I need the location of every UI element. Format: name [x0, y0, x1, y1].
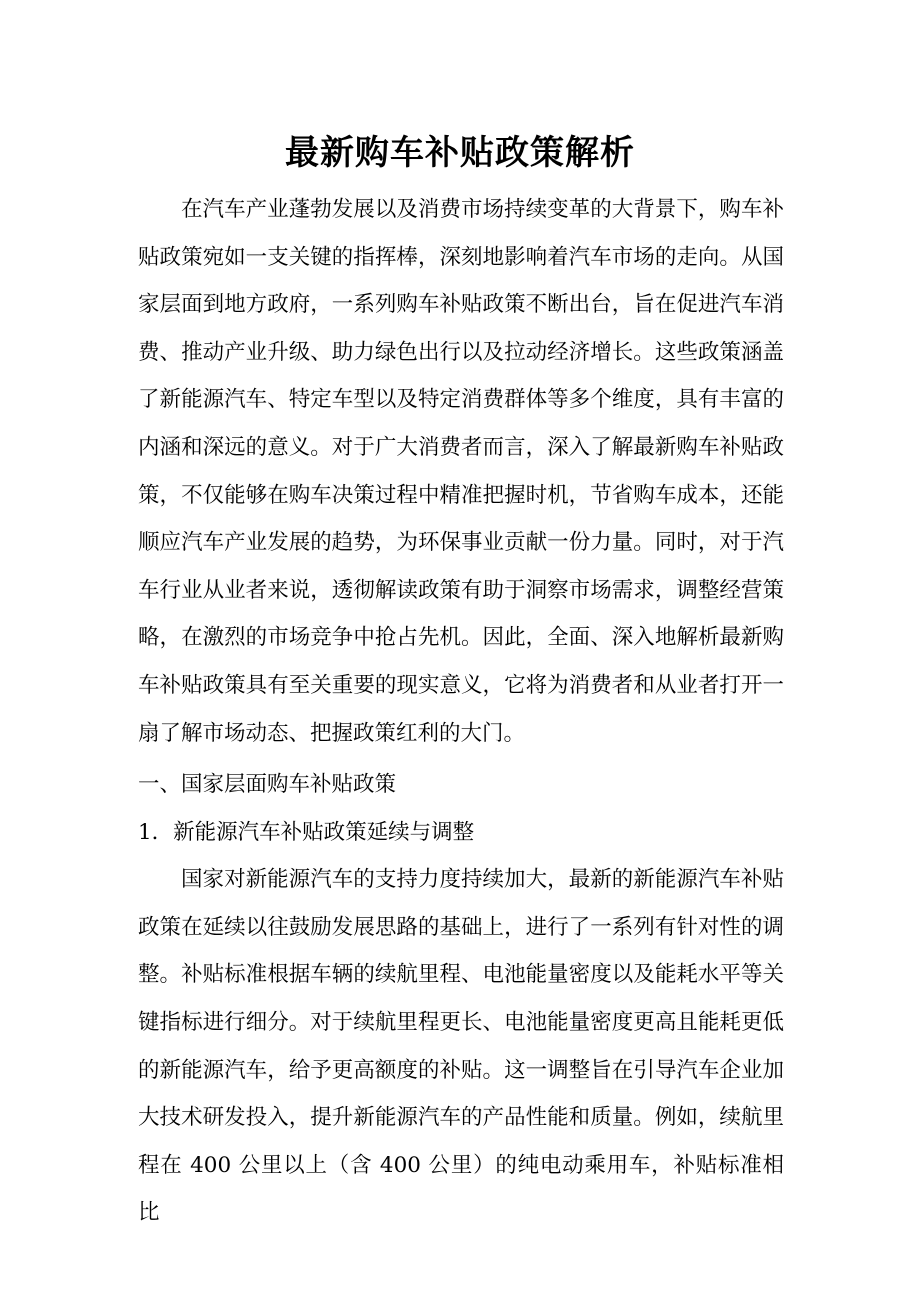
intro-paragraph: 在汽车产业蓬勃发展以及消费市场持续变革的大背景下，购车补贴政策宛如一支关键的指挥棒，深刻地影响着汽车市场的走向。从国家层面到地方政府，一系列购车补贴政策不断出台，旨在促进汽车消费、推动产业升级、助力绿色出行以及拉动经济增长。这些政策涵盖了新能源汽车、特定车型以及特定消费群体等多个维度，具有丰富的内涵和深远的意义。对于广大消费者而言，深入了解最新购车补贴政策，不仅能够在购车决策过程中精准把握时机，节省购车成本，还能顺应汽车产业发展的趋势，为环保事业贡献一份力量。同时，对于汽车行业从业者来说，透彻解读政策有助于洞察市场需求，调整经营策略，在激烈的市场竞争中抢占先机。因此，全面、深入地解析最新购车补贴政策具有至关重要的现实意义，它将为消费者和从业者打开一扇了解市场动态、把握政策红利的大门。 — [138, 197, 784, 746]
intro-section — [138, 186, 784, 757]
document-title: 最新购车补贴政策解析 — [285, 133, 635, 173]
subsection-paragraph: 国家对新能源汽车的支持力度持续加大，最新的新能源汽车补贴政策在延续以往鼓励发展思路的基础上，进行了一系列有针对性的调整。补贴标准根据车辆的续航里程、电池能量密度以及能耗水平等关键指标进行细分。对于续航里程更长、电池能量密度更高且能耗更低的新能源汽车，给予更高额度的补贴。这一调整旨在引导汽车企业加大技术研发投入，提升新能源汽车的产品性能和质量。例如，续航里程在 400 公里以上（含 400 公里）的纯电动乘用车，补贴标准相比 — [138, 867, 784, 1226]
section-heading: 一、国家层面购车补贴政策 — [138, 772, 397, 797]
subsection-heading: 1．新能源汽车补贴政策延续与调整 — [138, 819, 475, 845]
section-national-policy — [138, 761, 784, 1237]
